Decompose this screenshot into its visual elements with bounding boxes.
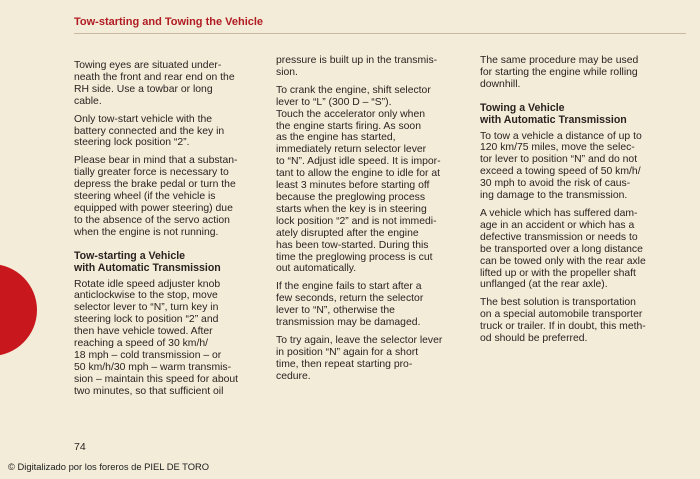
text-column-2 <box>276 55 471 389</box>
page-header-title: Tow-starting and Towing the Vehicle <box>74 16 264 28</box>
paragraph-try-again: To try again, leave the selector lever in position “N” again for a short time, then repeat starting pro- cedure. <box>276 334 443 382</box>
paragraph-oil-pressure: pressure is built up in the transmis- sion. <box>276 55 438 78</box>
paragraph-tow-start-battery: Only tow-start vehicle with the battery connected and the key in steering lock position “2”. <box>74 113 225 149</box>
paragraph-idle-speed-adjuster: Rotate idle speed adjuster knob anticlockwise to the stop, move selector lever to “N”, turn key in steering lock to position “2” and then have vehicle towed. After reaching a speed of 30 km/h/ 18 mph – cold transmission – or 50 km/h/30 mph – warm transmis- sion – maintain this speed for about two minutes, so that sufficient oil <box>74 278 239 397</box>
paragraph-rolling-downhill: The same procedure may be used for starting the engine while rolling downhill. <box>480 55 639 90</box>
paragraph-towing-distance: To tow a vehicle a distance of up to 120 km/75 miles, move the selec- tor lever to position “N” and do not exceed a towing speed of 50 km/h/ 30 mph to avoid the risk of caus- ing damage to the transmission. <box>480 130 642 202</box>
paragraph-towing-eyes: Towing eyes are situated under- neath the front and rear end on the RH side. Use a towbar or long cable. <box>74 60 235 107</box>
page-number: 74 <box>74 441 86 453</box>
scan-credit: © Digitalizado por los foreros de PIEL DE TORO <box>8 461 210 472</box>
text-column-3 <box>480 55 680 351</box>
paragraph-engine-fails: If the engine fails to start after a few seconds, return the selector lever to “N”, otherwise the transmission may be damaged. <box>276 281 424 329</box>
header-divider <box>74 33 686 34</box>
paragraph-damaged-vehicle: A vehicle which has suffered dam- age in an accident or which has a defective transmission or needs to be transported over a long distance can be towed only with the rear axle lifted up or with the propeller shaft unflanged (at the rear axle). <box>480 207 646 291</box>
paragraph-best-solution: The best solution is transportation on a special automobile transporter truck or trailer. If in doubt, this meth- od should be preferred. <box>480 297 646 345</box>
paragraph-brake-force: Please bear in mind that a substan- tially greater force is necessary to depress the brake pedal or turn the steering wheel (if the vehicle is equipped with power steering) due to the absence of the servo action when the engine is not running. <box>74 155 238 238</box>
heading-towing-automatic: Towing a Vehicle with Automatic Transmission <box>480 101 627 126</box>
red-circle-marker <box>0 264 37 356</box>
paragraph-crank-engine: To crank the engine, shift selector lever to “L” (300 D – “S”). Touch the accelerator only when the engine starts firing. As soon as the engine has started, immediately return selector lever to “N”. Adjust idle speed. It is impor- tant to allow the engine to idle for at least 3 minutes before starting off because the preglowing process starts when the key is in steering lock position “2” and is not immedi- ately disrupted after the engine has been tow-started. During this time the preglowing process is cut out automatically. <box>276 84 441 275</box>
text-column-1 <box>74 60 269 404</box>
heading-tow-starting-automatic: Tow-starting a Vehicle with Automatic Transmission <box>74 249 221 274</box>
